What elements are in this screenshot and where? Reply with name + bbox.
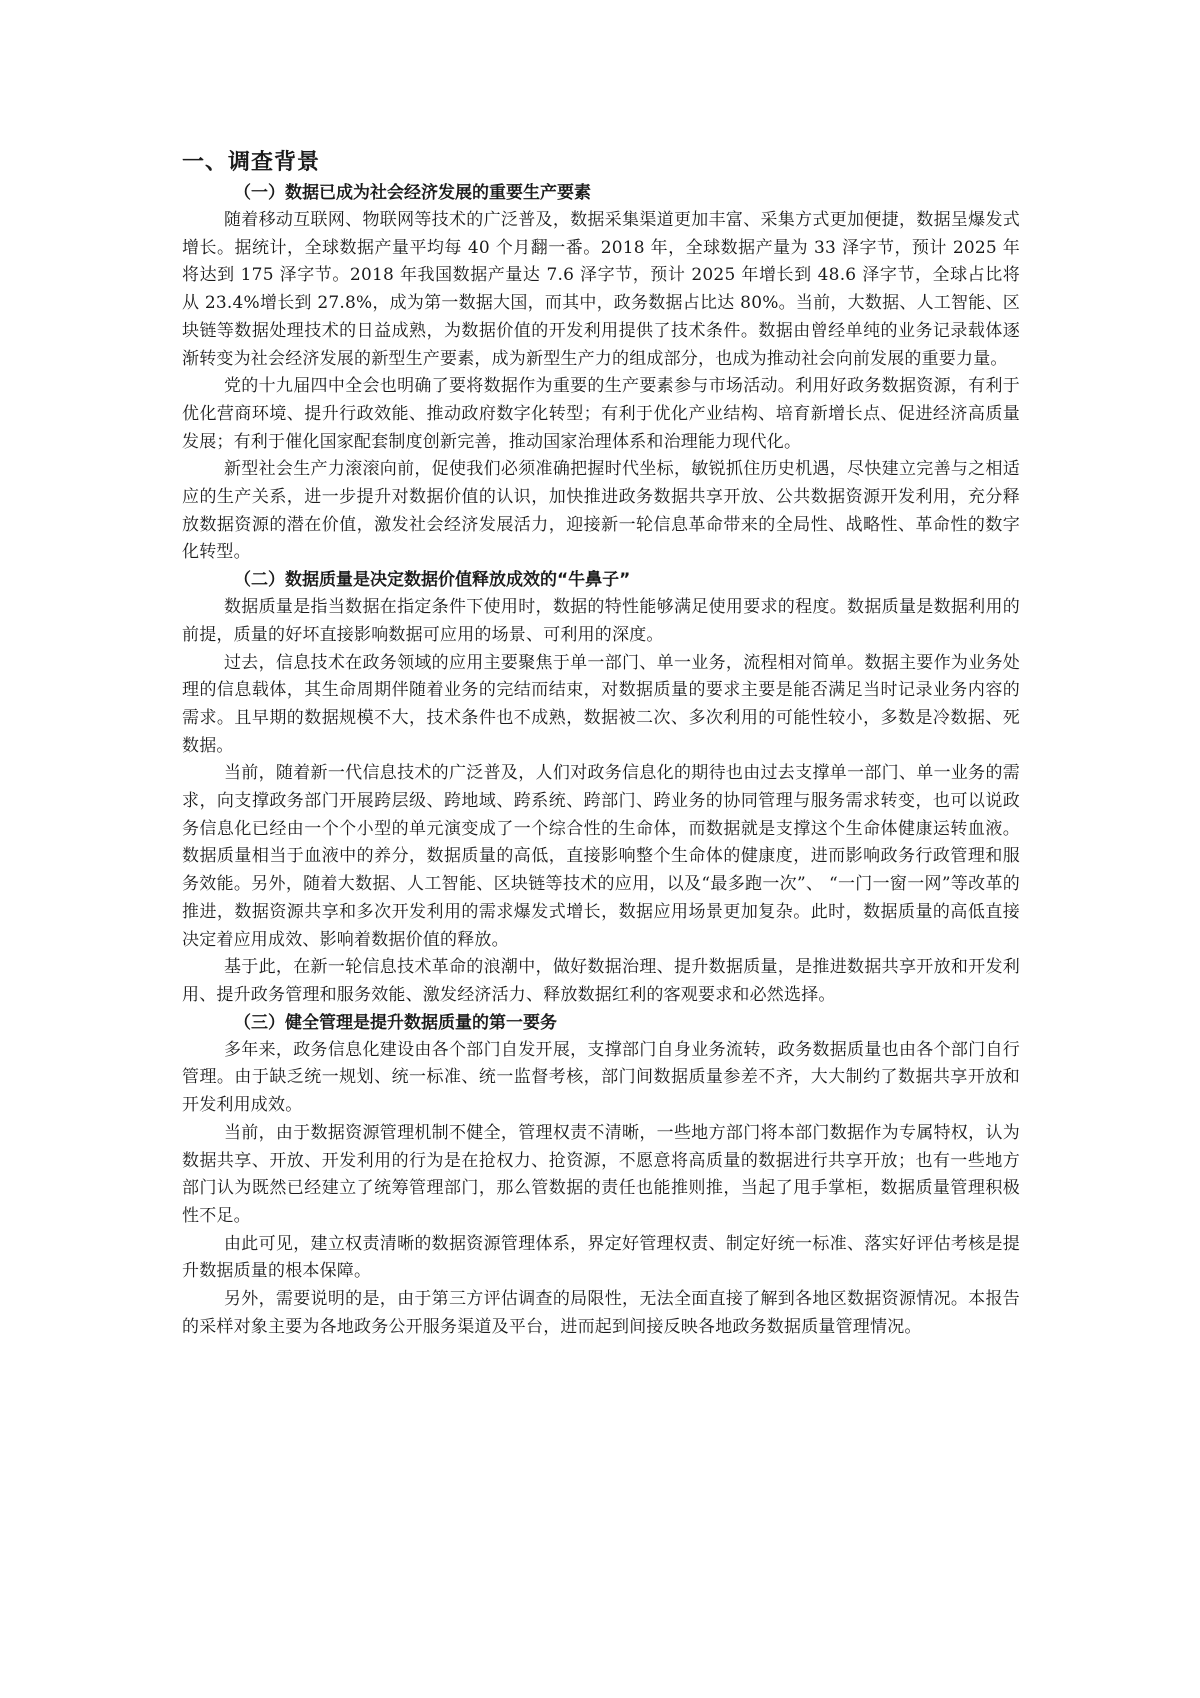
paragraph: 另外，需要说明的是，由于第三方评估调查的局限性，无法全面直接了解到各地区数据资源情况。本报告的采样对象主要为各地政务公开服务渠道及平台，进而起到间接反映各地政务数据质量管理情况。 — [182, 1289, 1020, 1337]
paragraph: 数据质量是指当数据在指定条件下使用时，数据的特性能够满足使用要求的程度。数据质量是数据利用的前提，质量的好坏直接影响数据可应用的场景、可利用的深度。 — [182, 597, 1020, 645]
section-heading: 一、调查背景 — [182, 150, 321, 175]
paragraph: 由此可见，建立权责清晰的数据资源管理体系，界定好管理权责、制定好统一标准、落实好评估考核是提升数据质量的根本保障。 — [182, 1233, 1020, 1282]
paragraph: 过去，信息技术在政务领域的应用主要聚焦于单一部门、单一业务，流程相对简单。数据主要作为业务处理的信息载体，其生命周期伴随着业务的完结而结束，对数据质量的要求主要是能否满足当时记录业务内容的需求。且早期的数据规模不大，技术条件也不成熟，数据被二次、多次利用的可能性较小，多数是冷数据、死数据。 — [182, 652, 1020, 756]
paragraph: 新型社会生产力滚滚向前，促使我们必须准确把握时代坐标，敏锐抓住历史机遇，尽快建立完善与之相适应的生产关系，进一步提升对数据价值的认识，加快推进政务数据共享开放、公共数据资源开发利用，充分释放数据资源的潜在价值，激发社会经济发展活力，迎接新一轮信息革命带来的全局性、战略性、革命性的数字化转型。 — [182, 459, 1020, 563]
paragraph: 当前，由于数据资源管理机制不健全，管理权责不清晰，一些地方部门将本部门数据作为专属特权，认为数据共享、开放、开发利用的行为是在抢权力、抢资源，不愿意将高质量的数据进行共享开放；也有一些地方部门认为既然已经建立了统筹管理部门，那么管数据的责任也能推则推，当起了甩手掌柜，数据质量管理积极性不足。 — [182, 1122, 1020, 1226]
subsection-title-3: （三）健全管理是提升数据质量的第一要务 — [234, 1012, 557, 1033]
paragraph: 基于此，在新一轮信息技术革命的浪潮中，做好数据治理、提升数据质量，是推进数据共享开放和开发利用、提升政务管理和服务效能、激发经济活力、释放数据红利的客观要求和必然选择。 — [182, 957, 1020, 1005]
subsection-title-1: （一）数据已成为社会经济发展的重要生产要素 — [234, 183, 591, 203]
subsection-title-2: （二）数据质量是决定数据价值释放成效的“牛鼻子” — [234, 570, 631, 591]
document-page — [182, 148, 1020, 1341]
paragraph: 随着移动互联网、物联网等技术的广泛普及，数据采集渠道更加丰富、采集方式更加便捷，数据呈爆发式增长。据统计，全球数据产量平均每 40 个月翻一番。2018 年，全球数据产量为 33 泽字节，预计 2025 年将达到 175 泽字节。2018 年我国数据产量达 7.6 泽字节，预计 2025 年增长到 48.6 泽字节，全球占比将从 23.4%增长到 27.8%，成为第一数据大国，而其中，政务数据占比达 80%。当前，大数据、人工智能、区块链等数据处理技术的日益成熟，为数据价值的开发利用提供了技术条件。数据由曾经单纯的业务记录载体逐渐转变为社会经济发展的新型生产要素，成为新型生产力的组成部分，也成为推动社会向前发展的重要力量。 — [182, 210, 1020, 369]
paragraph: 多年来，政务信息化建设由各个部门自发开展，支撑部门自身业务流转，政务数据质量也由各个部门自行管理。由于缺乏统一规划、统一标准、统一监督考核，部门间数据质量参差不齐，大大制约了数据共享开放和开发利用成效。 — [182, 1039, 1020, 1116]
paragraph: 当前，随着新一代信息技术的广泛普及，人们对政务信息化的期待也由过去支撑单一部门、单一业务的需求，向支撑政务部门开展跨层级、跨地域、跨系统、跨部门、跨业务的协同管理与服务需求转变，也可以说政务信息化已经由一个个小型的单元演变成了一个综合性的生命体，而数据就是支撑这个生命体健康运转血液。数据质量相当于血液中的养分，数据质量的高低，直接影响整个生命体的健康度，进而影响政务行政管理和服务效能。另外，随着大数据、人工智能、区块链等技术的应用，以及“最多跑一次”、 “一门一窗一网”等改革的推进，数据资源共享和多次开发利用的需求爆发式增长，数据应用场景更加复杂。此时，数据质量的高低直接决定着应用成效、影响着数据价值的释放。 — [182, 763, 1020, 950]
paragraph: 党的十九届四中全会也明确了要将数据作为重要的生产要素参与市场活动。利用好政务数据资源，有利于优化营商环境、提升行政效能、推动政府数字化转型；有利于优化产业结构、培育新增长点、促进经济高质量发展；有利于催化国家配套制度创新完善，推动国家治理体系和治理能力现代化。 — [182, 376, 1020, 452]
